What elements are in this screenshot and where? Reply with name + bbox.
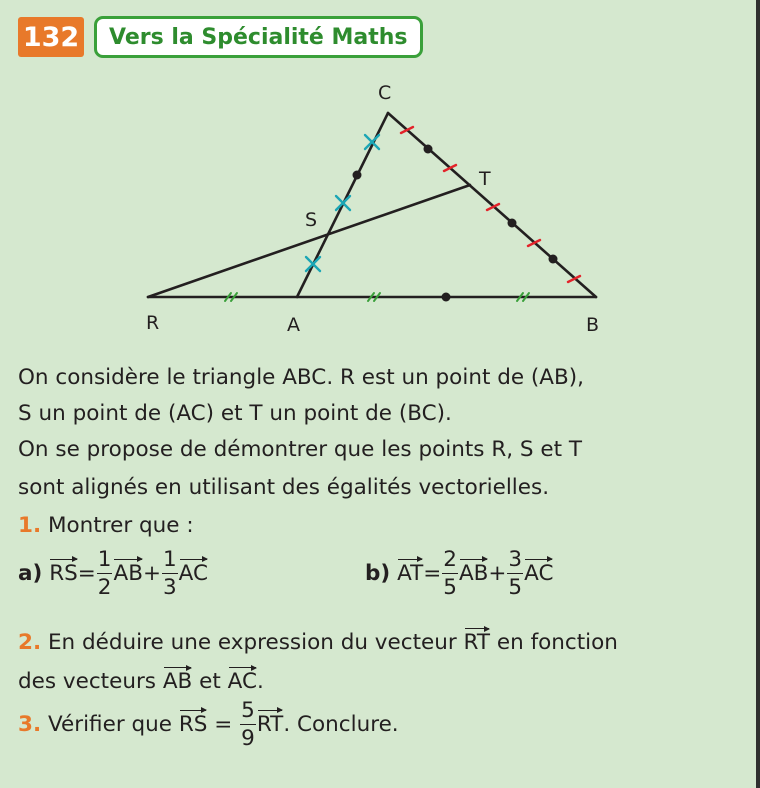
vector-AC: AC bbox=[524, 563, 553, 585]
point-dot bbox=[508, 219, 517, 228]
question-1-number: 1. bbox=[18, 513, 42, 538]
plus-sign: + bbox=[142, 560, 161, 586]
equation-b bbox=[365, 549, 553, 598]
intro-line-4: sont alignés en utilisant des égalités vectorielles. bbox=[18, 475, 550, 500]
fraction-5-9: $\frac{5}{9}$ bbox=[241, 698, 255, 751]
equals-sign: = bbox=[423, 560, 442, 586]
question-3: 3. Vérifier que RS = $\frac{5}{9}$ RT . Conclure. bbox=[18, 698, 399, 751]
equals-sign: = bbox=[77, 560, 96, 586]
vector-RS: RS bbox=[179, 714, 208, 736]
question-2-line-2: des vecteurs AB et AC . bbox=[18, 671, 264, 693]
question-2-line-1: 2. En déduire une expression du vecteur RT en fonction bbox=[18, 632, 618, 654]
question-3-number: 3. bbox=[18, 711, 42, 737]
label-S: S bbox=[305, 209, 318, 231]
fraction-1-3: $\frac{1}{3}$ bbox=[162, 547, 177, 600]
intro-line-2: S un point de (AC) et T un point de (BC). bbox=[18, 401, 452, 426]
triangle-figure bbox=[0, 0, 760, 340]
point-dot bbox=[424, 145, 433, 154]
equation-b-label: b) bbox=[365, 560, 391, 586]
vector-RT: RT bbox=[257, 714, 284, 736]
cross-mark bbox=[336, 196, 350, 210]
segment-CB bbox=[388, 113, 596, 297]
equation-a bbox=[18, 549, 208, 598]
question-2-number: 2. bbox=[18, 630, 42, 655]
section-title: Vers la Spécialité Maths bbox=[94, 16, 423, 58]
midpoint-dot bbox=[442, 293, 451, 302]
vector-AC: AC bbox=[179, 563, 208, 585]
intro-line-1: On considère le triangle ABC. R est un point de (AB), bbox=[18, 365, 584, 390]
vector-RT: RT bbox=[464, 632, 491, 654]
plus-sign: + bbox=[488, 560, 507, 586]
question-1-text: Montrer que : bbox=[41, 513, 194, 538]
point-dot bbox=[353, 171, 362, 180]
fraction-1-2: $\frac{1}{2}$ bbox=[97, 547, 112, 600]
fraction-2-5: $\frac{2}{5}$ bbox=[443, 547, 457, 600]
vector-AB: AB bbox=[113, 563, 142, 585]
vector-AC: AC bbox=[228, 671, 257, 693]
point-dot bbox=[549, 255, 558, 264]
vector-AT: AT bbox=[397, 563, 423, 585]
vector-RS: RS bbox=[49, 563, 78, 585]
exercise-number: 132 bbox=[18, 17, 84, 57]
intro-line-3: On se propose de démontrer que les points R, S et T bbox=[18, 437, 583, 462]
question-1 bbox=[18, 515, 194, 537]
label-R: R bbox=[146, 312, 160, 334]
vector-AB: AB bbox=[163, 671, 192, 693]
equation-a-label: a) bbox=[18, 560, 43, 586]
label-A: A bbox=[287, 314, 300, 336]
vector-AB: AB bbox=[459, 563, 488, 585]
segment-RT bbox=[148, 185, 470, 297]
equals-sign: = bbox=[207, 711, 240, 737]
label-T: T bbox=[479, 168, 491, 190]
label-B: B bbox=[586, 314, 600, 336]
cross-mark bbox=[306, 257, 320, 271]
fraction-3-5: $\frac{3}{5}$ bbox=[508, 547, 523, 600]
label-C: C bbox=[378, 82, 392, 104]
